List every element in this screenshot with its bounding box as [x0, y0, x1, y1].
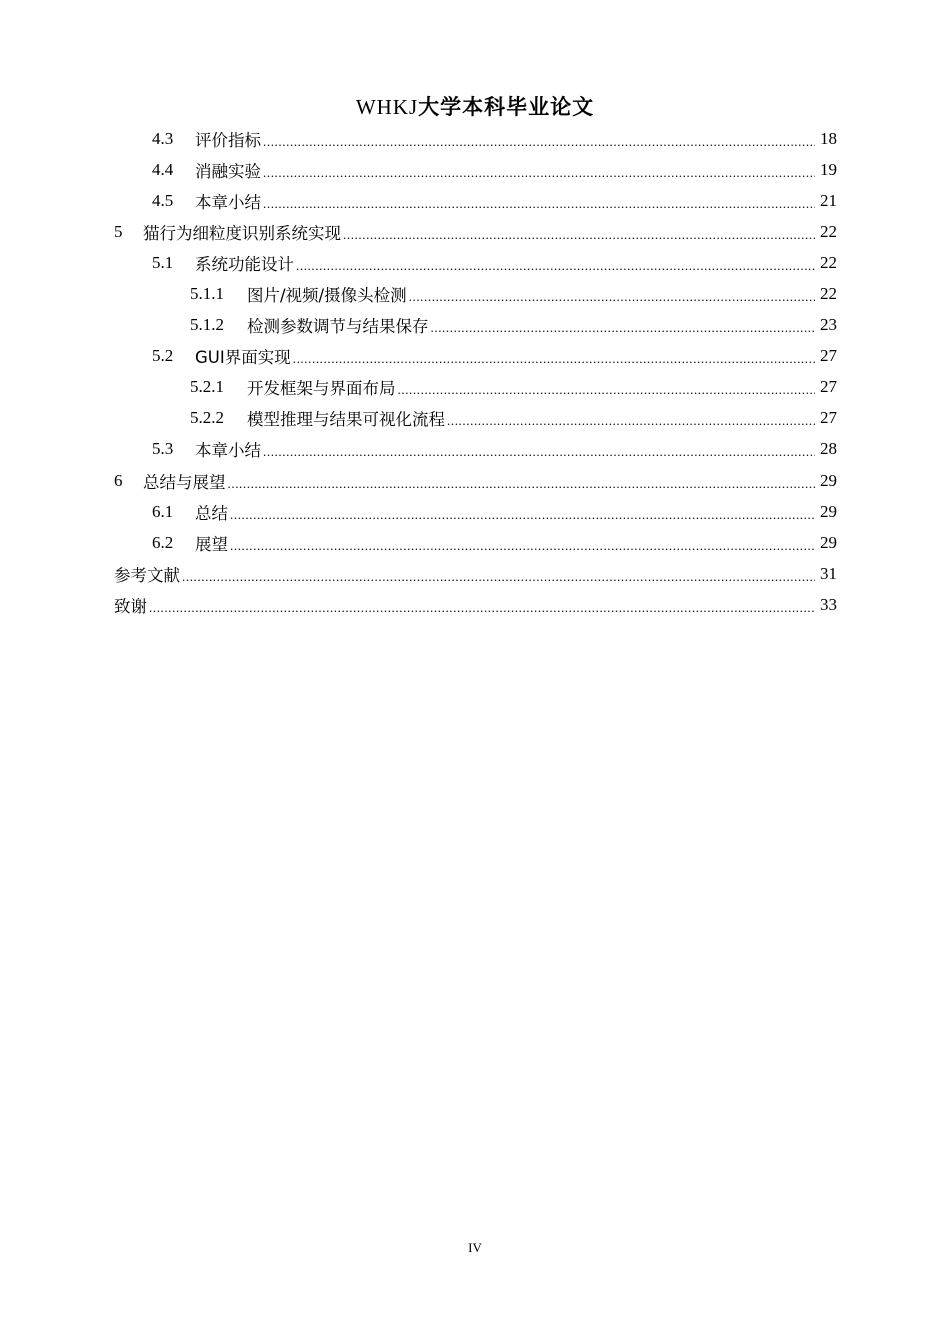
toc-entry-number: 5 — [114, 221, 123, 241]
toc-entry[interactable] — [114, 216, 837, 247]
toc-entry[interactable] — [114, 372, 837, 403]
toc-entry-title: 猫行为细粒度识别系统实现 — [143, 223, 341, 243]
toc-entry-number: 5.2.2 — [190, 408, 224, 428]
toc-leader-dots — [228, 476, 816, 492]
toc-entry[interactable] — [114, 154, 837, 185]
toc-entry-number: 5.1 — [152, 252, 174, 272]
toc-entry-page: 18 — [820, 128, 837, 148]
toc-entry-number: 4.4 — [152, 159, 174, 179]
toc-entry[interactable] — [114, 278, 837, 309]
toc-entry[interactable] — [114, 185, 837, 216]
toc-leader-dots — [398, 382, 816, 398]
toc-entry-page: 22 — [820, 221, 837, 241]
toc-entry[interactable] — [114, 403, 837, 434]
toc-leader-dots — [230, 538, 815, 554]
toc-entry-title: GUI界面实现 — [195, 348, 291, 368]
toc-leader-dots — [296, 258, 815, 274]
toc-entry-title: 本章小结 — [195, 441, 261, 461]
toc-entry-title: 致谢 — [114, 596, 147, 616]
toc-entry-page: 31 — [820, 563, 837, 583]
toc-entry-number: 6.2 — [152, 532, 174, 552]
toc-leader-dots — [293, 351, 815, 367]
toc-entry[interactable] — [114, 465, 837, 496]
toc-entry-page: 29 — [820, 501, 837, 521]
toc-entry[interactable] — [114, 123, 837, 154]
toc-entry-title: 消融实验 — [195, 161, 261, 181]
toc-entry[interactable] — [114, 527, 837, 558]
toc-entry-number: 5.1.2 — [190, 315, 224, 335]
page-header — [0, 92, 950, 122]
toc-entry-title: 本章小结 — [195, 192, 261, 212]
toc-entry-page: 27 — [820, 346, 837, 366]
toc-entry-number: 6.1 — [152, 501, 174, 521]
header-title: 大学本科毕业论文 — [418, 95, 595, 119]
toc-entry-number: 4.3 — [152, 128, 174, 148]
toc-entry-number: 4.5 — [152, 190, 174, 210]
table-of-contents — [114, 123, 837, 621]
toc-entry-title: 参考文献 — [114, 565, 180, 585]
toc-leader-dots — [230, 507, 815, 523]
toc-entry-title: 总结 — [195, 503, 228, 523]
toc-leader-dots — [409, 289, 815, 305]
toc-entry-page: 27 — [820, 377, 837, 397]
toc-leader-dots — [343, 227, 815, 243]
toc-entry[interactable] — [114, 247, 837, 278]
toc-entry[interactable] — [114, 589, 837, 620]
toc-leader-dots — [263, 196, 815, 212]
toc-leader-dots — [431, 320, 816, 336]
toc-entry-page: 22 — [820, 252, 837, 272]
toc-entry-title: 展望 — [195, 534, 228, 554]
toc-leader-dots — [263, 134, 815, 150]
toc-entry-page: 22 — [820, 284, 837, 304]
toc-entry-page: 21 — [820, 190, 837, 210]
toc-entry-page: 27 — [820, 408, 837, 428]
toc-entry-page: 19 — [820, 159, 837, 179]
toc-entry[interactable] — [114, 496, 837, 527]
toc-leader-dots — [447, 413, 815, 429]
toc-entry-page: 29 — [820, 470, 837, 490]
toc-entry-title: 检测参数调节与结果保存 — [247, 317, 429, 337]
toc-entry-page: 28 — [820, 439, 837, 459]
toc-entry-number: 5.1.1 — [190, 284, 224, 304]
toc-entry-page: 23 — [820, 315, 837, 335]
page-number: IV — [468, 1240, 482, 1255]
toc-leader-dots — [263, 165, 815, 181]
toc-leader-dots — [182, 569, 815, 585]
toc-entry-page: 29 — [820, 532, 837, 552]
header-prefix: WHKJ — [355, 95, 419, 119]
toc-entry-title: 模型推理与结果可视化流程 — [247, 410, 445, 430]
toc-entry-title: 开发框架与界面布局 — [247, 379, 396, 399]
toc-entry-page: 33 — [820, 594, 837, 614]
toc-entry-title: 总结与展望 — [143, 472, 226, 492]
toc-entry-title: 评价指标 — [195, 130, 261, 150]
toc-entry[interactable] — [114, 434, 837, 465]
toc-entry-number: 5.2 — [152, 346, 174, 366]
toc-leader-dots — [263, 444, 815, 460]
toc-entry-title: 图片/视频/摄像头检测 — [247, 286, 407, 306]
toc-entry-number: 5.2.1 — [190, 377, 224, 397]
toc-entry-title: 系统功能设计 — [195, 254, 294, 274]
toc-entry[interactable] — [114, 341, 837, 372]
toc-entry[interactable] — [114, 310, 837, 341]
toc-leader-dots — [149, 600, 815, 616]
toc-entry-number: 6 — [114, 470, 123, 490]
toc-entry[interactable] — [114, 558, 837, 589]
toc-entry-number: 5.3 — [152, 439, 174, 459]
